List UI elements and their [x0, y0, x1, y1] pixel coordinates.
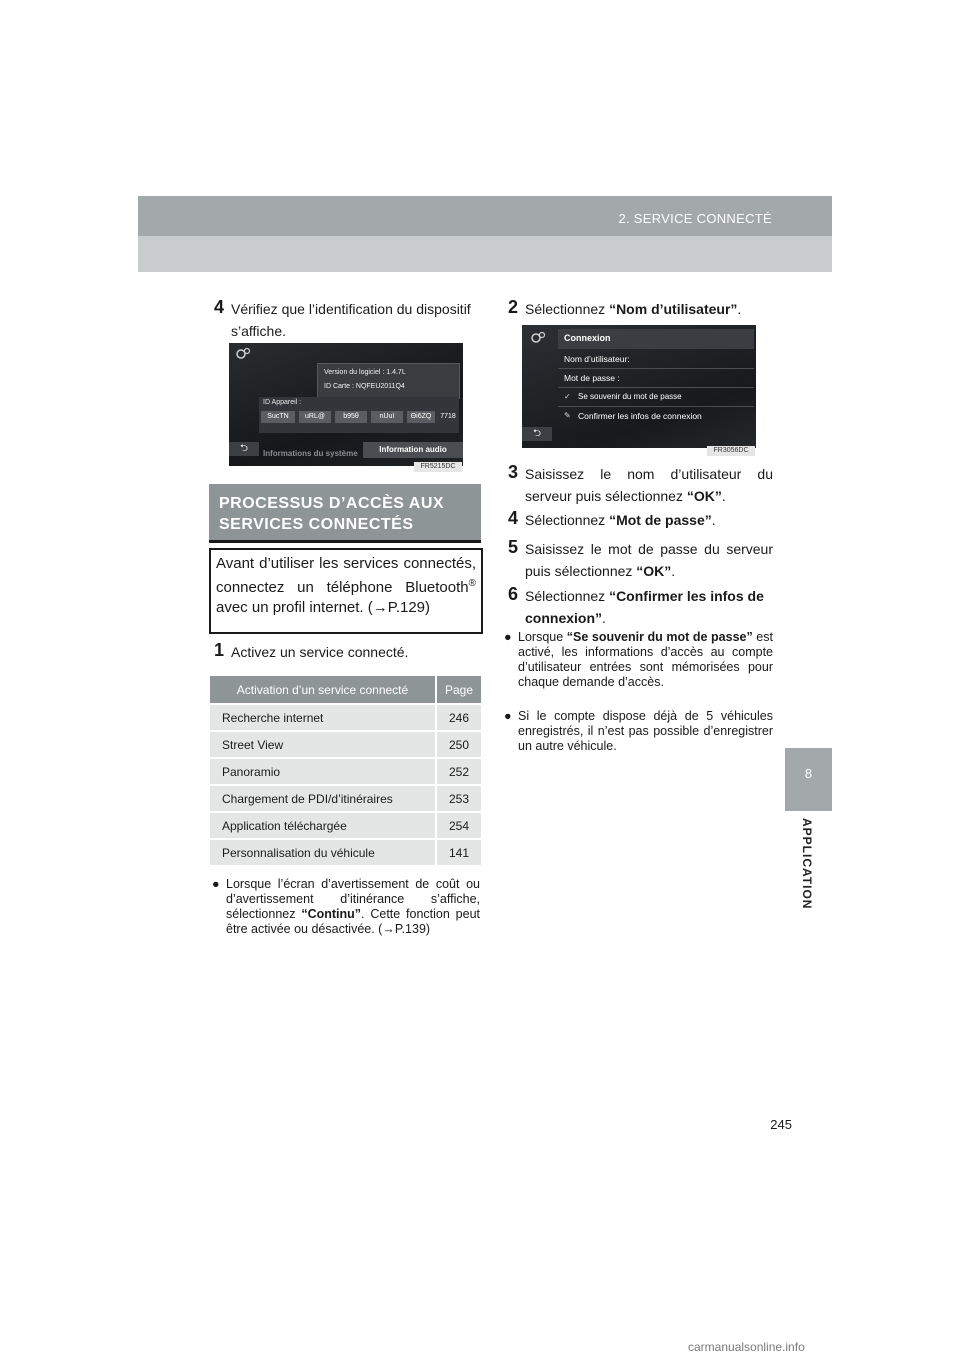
step-number: 3 [508, 462, 519, 482]
section-title: 2. SERVICE CONNECTÉ [618, 211, 772, 226]
card-id: ID Carte : NQFEU2011Q4 [324, 383, 405, 390]
header-subbar [138, 236, 832, 272]
device-id-label: ID Appareil : [263, 399, 302, 406]
step-text: Activez un service connecté. [231, 644, 409, 660]
table-cell-service: Personnalisation du véhicule [210, 840, 435, 865]
table-cell-service: Street View [210, 732, 435, 757]
tab-system-info: Informations du système [263, 449, 358, 458]
step-4-verify [214, 297, 481, 342]
confirm-login-item: ✎ Confirmer les infos de connexion [564, 411, 702, 421]
table-cell-page: 253 [435, 786, 481, 811]
page-number: 245 [770, 1117, 792, 1132]
chapter-number: 8 [804, 766, 813, 781]
step-number: 4 [214, 297, 225, 317]
tab-audio-info: Information audio [363, 442, 463, 458]
section-title-text: PROCESSUS D’ACCÈS AUX SERVICES CONNECTÉS [219, 495, 445, 533]
pen-icon: ✎ [564, 411, 571, 420]
step-5-enter-password: 5 Saisissez le mot de passe du serveur puis sélectionnez “OK”. [508, 537, 773, 579]
chapter-label: APPLICATION [800, 818, 814, 910]
id-code-4: nUuI [371, 411, 403, 423]
services-table [210, 674, 481, 867]
id-code-1: SucTN [261, 411, 295, 423]
bullet-cost-warning: ● Lorsque l’écran d’avertissement de coût ou d’avertissement d’itinérance s’affiche, sélectionnez “Continu”. Cette fonction peut être activée ou désactivée. (→P.139) [212, 877, 480, 936]
table-cell-service: Panoramio [210, 759, 435, 784]
table-cell-page: 250 [435, 732, 481, 757]
table-row [210, 813, 481, 838]
table-cell-service: Recherche internet [210, 705, 435, 730]
table-cell-page: 254 [435, 813, 481, 838]
device-id-panel [259, 397, 459, 433]
figure-code: FR5215DC [414, 462, 462, 472]
chapter-tab [785, 748, 832, 811]
step-2-username: 2 Sélectionnez “Nom d’utilisateur”. [508, 297, 742, 317]
note-text: Avant d’utiliser les services connectés, connectez un téléphone Bluetooth® avec un profil internet. (→P.129) [216, 555, 476, 616]
id-code-6: 7718 [440, 413, 456, 420]
back-icon: ⮌ [522, 427, 552, 441]
table-cell-page: 141 [435, 840, 481, 865]
watermark: carmanualsonline.info [688, 1340, 805, 1354]
table-row [210, 786, 481, 811]
step-4-password: 4 Sélectionnez “Mot de passe”. [508, 508, 716, 528]
header-bar [138, 196, 832, 236]
table-header-page: Page [435, 676, 481, 703]
step-number: 5 [508, 537, 519, 557]
step-number: 6 [508, 584, 519, 604]
table-header-service: Activation d’un service connecté [210, 676, 435, 703]
table-row [210, 732, 481, 757]
software-version: Version du logiciel : 1.4.7L [324, 369, 406, 376]
figure-code: FR3056DC [707, 446, 755, 456]
table-header-row [210, 676, 481, 703]
bullet-icon: ● [504, 630, 512, 644]
password-item: Mot de passe : [558, 369, 754, 388]
info-panel [317, 363, 460, 399]
login-screenshot [522, 325, 756, 448]
bullet-icon: ● [212, 877, 220, 891]
device-id-screenshot [229, 343, 463, 466]
step-number: 4 [508, 508, 519, 528]
step-number: 2 [508, 297, 519, 317]
table-cell-page: 252 [435, 759, 481, 784]
bullet-vehicle-limit: ● Si le compte dispose déjà de 5 véhicules enregistrés, il n’est pas possible d’enregistrer un autre véhicule. [504, 709, 773, 753]
note-box [209, 548, 483, 634]
step-1-activate [214, 640, 481, 663]
table-row [210, 759, 481, 784]
table-cell-service: Chargement de PDI/d’itinéraires [210, 786, 435, 811]
step-text: Vérifiez que l’identification du dispositif s’affiche. [231, 301, 471, 339]
login-title-bar [558, 329, 754, 349]
id-code-5: Θi6ZQ [407, 411, 435, 423]
table-cell-service: Application téléchargée [210, 813, 435, 838]
settings-icon [233, 347, 251, 361]
chapter-label-container [786, 818, 830, 910]
login-title: Connexion [564, 333, 611, 343]
table-cell-page: 246 [435, 705, 481, 730]
step-number: 1 [214, 640, 225, 660]
back-icon: ⮌ [229, 442, 259, 456]
step-6-confirm: 6 Sélectionnez “Confirmer les infos de connexion”. [508, 584, 764, 626]
section-heading [209, 484, 481, 543]
check-icon: ✓ [564, 392, 571, 401]
bullet-remember-password: ● Lorsque “Se souvenir du mot de passe” est activé, les informations d’accès au compte d’utilisateur entrées sont mémorisées pour chaque demande d’accès. [504, 630, 773, 689]
username-item: Nom d’utilisateur: [558, 350, 754, 369]
step-3-enter-username: 3 Saisissez le nom d’utilisateur du serveur puis sélectionnez “OK”. [508, 462, 773, 504]
settings-icon [528, 331, 546, 345]
table-row [210, 840, 481, 865]
id-code-2: uRL@ [299, 411, 331, 423]
id-code-3: b95θ [335, 411, 367, 423]
remember-password-item: ✓ Se souvenir du mot de passe [558, 388, 754, 407]
bullet-icon: ● [504, 709, 512, 723]
table-row [210, 705, 481, 730]
